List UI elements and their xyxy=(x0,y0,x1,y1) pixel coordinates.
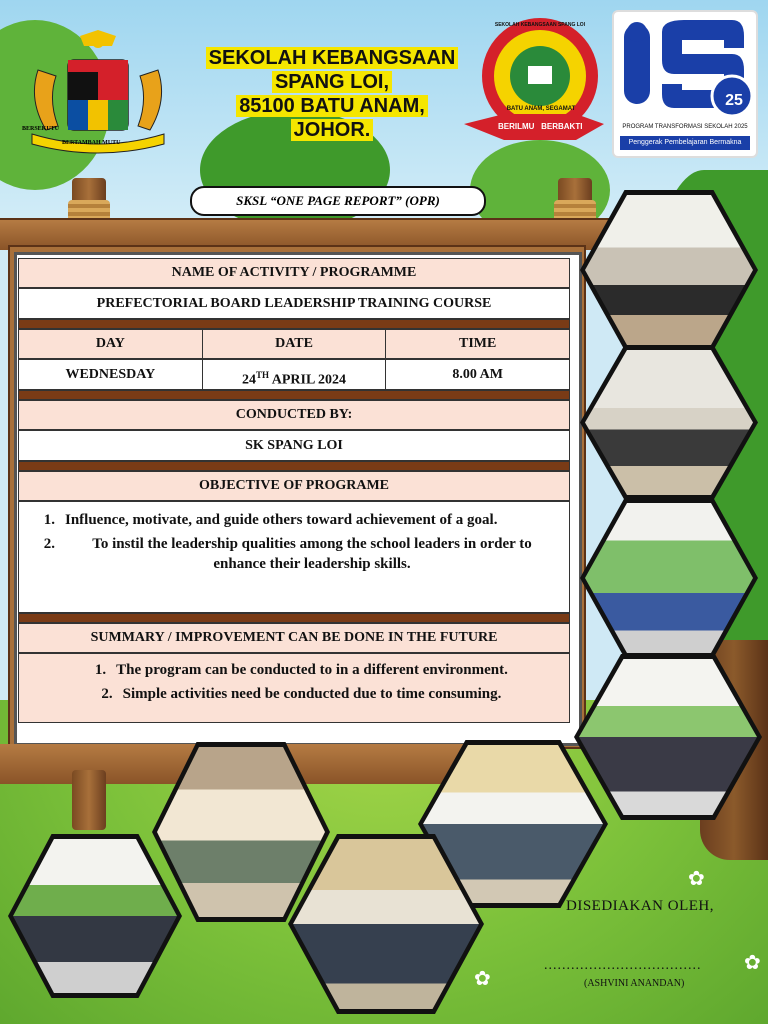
wood-post-bottom xyxy=(72,770,106,830)
school-address-line-1: 85100 BATU ANAM, xyxy=(236,95,428,117)
date-suffix: TH xyxy=(255,370,269,380)
school-logo-banner: BERILMU BERBAKTI xyxy=(498,122,583,131)
conducted-value: SK SPANG LOI xyxy=(18,430,570,461)
conducted-header: CONDUCTED BY: xyxy=(18,400,570,430)
preparer-name: (ASHVINI ANANDAN) xyxy=(584,978,685,989)
school-logo xyxy=(464,14,604,154)
schedule-value-row xyxy=(18,359,570,390)
objective-number: 1. xyxy=(43,512,55,528)
report-table xyxy=(18,258,572,723)
time-header: TIME xyxy=(459,336,497,351)
school-address-title xyxy=(186,46,478,142)
schedule-header-row xyxy=(18,329,570,359)
row-separator xyxy=(18,461,570,471)
flower-decoration: ✿ xyxy=(474,968,491,990)
row-separator xyxy=(18,390,570,400)
row-separator xyxy=(18,319,570,329)
prepared-by-label: DISEDIAKAN OLEH, xyxy=(566,898,714,914)
objective-text: To instil the leadership qualities among the school leaders in order to enhance their leadership skills. xyxy=(92,536,532,572)
date-header: DATE xyxy=(203,330,387,358)
date-day: 24 xyxy=(241,372,256,388)
school-name-line-1: SEKOLAH KEBANGSAAN xyxy=(206,47,459,69)
summary-item xyxy=(29,684,559,704)
row-separator xyxy=(18,613,570,623)
summary-number: 1. xyxy=(94,662,107,678)
time-value: 8.00 AM xyxy=(452,367,503,382)
malaysia-crest-logo xyxy=(18,30,178,155)
activity-value: PREFECTORIAL BOARD LEADERSHIP TRAINING COURSE xyxy=(18,288,570,319)
crest-motto-left: BERSEKUTU xyxy=(22,126,60,132)
objective-number: 2. xyxy=(43,536,55,552)
date-month-year: APRIL 2024 xyxy=(269,372,347,388)
day-header: DAY xyxy=(19,330,203,358)
objective-item xyxy=(29,510,559,530)
summary-header: SUMMARY / IMPROVEMENT CAN BE DONE IN THE FUTURE xyxy=(18,623,570,653)
ts25-caption: PROGRAM TRANSFORMASI SEKOLAH 2025 xyxy=(622,124,748,130)
day-value: WEDNESDAY xyxy=(19,360,203,389)
signature-line: ................................... xyxy=(544,958,702,973)
summary-item xyxy=(29,660,559,680)
summary-list xyxy=(18,653,570,723)
flower-decoration: ✿ xyxy=(688,868,705,890)
objective-item xyxy=(29,534,559,574)
summary-number: 2. xyxy=(101,686,113,702)
report-title-pill: SKSL “ONE PAGE REPORT” (OPR) xyxy=(190,186,486,216)
ts25-logo xyxy=(612,10,758,158)
ts25-tagline: Penggerak Pembelajaran Bermakna xyxy=(620,136,750,150)
date-value xyxy=(203,360,387,389)
summary-text: Simple activities need be conducted due to time consuming. xyxy=(122,686,502,702)
flower-decoration: ✿ xyxy=(744,952,761,974)
activity-header: NAME OF ACTIVITY / PROGRAMME xyxy=(18,258,570,288)
crest-motto-right: BERTAMBAH MUTU xyxy=(62,140,121,146)
school-logo-ring-text: SEKOLAH KEBANGSAAN SPANG LOI xyxy=(494,22,586,28)
ts25-number: 25 xyxy=(725,92,743,109)
objective-text: Influence, motivate, and guide others toward achievement of a goal. xyxy=(65,512,498,528)
school-name-line-2: SPANG LOI, xyxy=(272,71,392,93)
school-address-line-2: JOHOR. xyxy=(291,119,374,141)
objective-list xyxy=(18,501,570,613)
objective-header: OBJECTIVE OF PROGRAME xyxy=(18,471,570,501)
school-logo-bottom-text: BATU ANAM, SEGAMAT xyxy=(506,106,576,112)
summary-text: The program can be conducted to in a different environment. xyxy=(116,662,508,678)
